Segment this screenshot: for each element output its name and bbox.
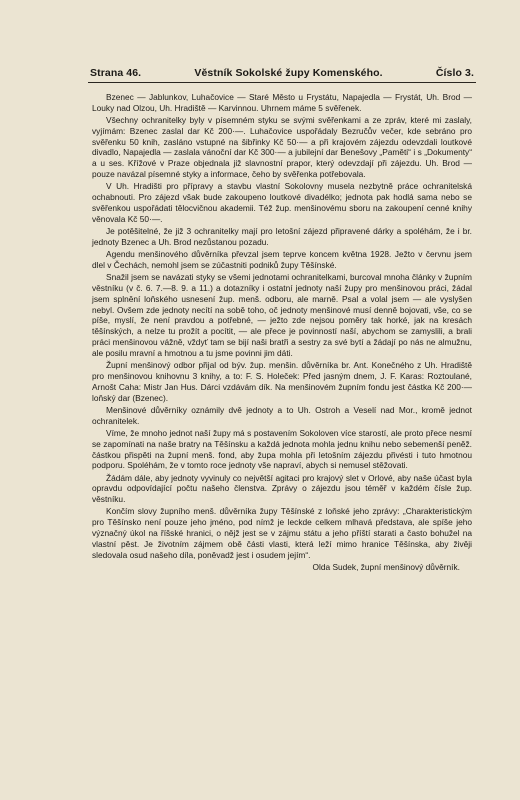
paragraph: Končím slovy župního menš. důvěrníka župy Těšínské z loňské jeho zprávy: „Charakteristickým pro Těšínsko není pouze jeho jméno, pod nímž je leckde celkem mlhavá představa, ale spíše jeho význačný úkol na říšské hranici, o nějž jest se v zájmu státu a jeho příští starati a často bohužel na vlastní pěst. Je životním zájmem obě části vlasti, která leží mimo hranice Těšínska, aby živěji sledovala osud našeho díla, poněvadž jest i osudem jejím“.	[92, 506, 472, 560]
paragraph: Agendu menšinového důvěrníka převzal jsem teprve koncem května 1928. Ježto v červnu jsem dlel v Čechách, nemohl jsem se zúčastniti podniků župy Těšínské.	[92, 249, 472, 270]
paragraph: Menšinové důvěrníky oznámily dvě jednoty a to Uh. Ostroh a Veselí nad Mor., kromě jednot ochranitelek.	[92, 404, 472, 426]
journal-title: Věstník Sokolské župy Komenského.	[194, 67, 383, 79]
paragraph: Žádám dále, aby jednoty vyvinuly co největší agitaci pro krajový slet v Orlové, aby naše účast byla opravdu odpovídající počtu našeho členstva. Zprávy o zájezdu jsou téměř v každém čísle žup. věstníku.	[92, 472, 472, 505]
paragraph: Je potěšitelné, že již 3 ochranitelky mají pro letošní zájezd připravené dárky a spoléhám, že i br. jednoty Bzenec a Uh. Brod nezůstanou pozadu.	[92, 226, 472, 247]
paragraph: Všechny ochranitelky byly v písemném styku se svými svěřenkami a ze zpráv, které mi zaslaly, vyjímám: Bzenec zaslal dar Kč 200·—. Luhačovice uspořádaly Bezručův večer, kde sebráno pro svěřenku 50 knih, zasláno vstupné na šibřinky Kč 50·— a při krajovém zájezdu odevzdali loutkové divadlo, Napajedla — zaslala vánoční dar Kč 300·— a jubilejní dar Benešovy „Paměti“ i s „Dokumenty“ a u ses. Křížové v Praze objednala již slavnostní prapor, který odevzdají při zájezdu. Uh. Brod — pouze navázal písemné styky a informace, čeho by svěřenka potřebovala.	[92, 115, 472, 180]
page-number: Strana 46.	[90, 67, 142, 79]
paragraph: Bzenec — Jablunkov, Luhačovice — Staré Město u Frystátu, Napajedla — Frystát, Uh. Brod — Louky nad Olzou, Uh. Hradiště — Karvinnou. Uhrnem máme 5 svěřenek.	[92, 92, 472, 113]
paragraph: Snažil jsem se navázati styky se všemi jednotami ochranitelkami, burcoval mnoha články v župním věstníku (v č. 6. 7.—8. 9. a 11.) a dotazníky i ostatní jednoty naší župy pro menšinovou práci, žádal jsem splnění loňského usnesení žup. menš. odboru, ale marně. Psal a volal jsem — ale vyslyšen nebyl. Ovšem zde jednoty necítí na sobě toho, oč jednoty menšinové musí denně bojovati, vše, co se píše, myslí, že není pravdou a potřebné, — ježto zde nejsou poměry tak horké, jak na kresách těšínských, a nelze tu prožít a pocítit, — ale přece je povinností naší, abychom se zamyslili, a brali práci menšinovou vážně, vždyť tam se bijí naši bratři a sestry za své bytí a žádají po nás ne almužnu, ale posilu mravní a hmotnou a tu jsme povinni jim dáti.	[92, 272, 472, 358]
issue-number: Číslo 3.	[435, 67, 474, 79]
header-rule	[88, 82, 476, 83]
paragraph: V Uh. Hradišti pro přípravy a stavbu vlastní Sokolovny musela nezbytně práce ochranitelská ochabnouti. Pro zájezd však bude zakoupeno loutkové divadélko; jednota pak hodlá sama nebo se svěřenkou uspořádati tělocvičnou akademii. Též žup. menšinovému sboru na zakoupení cenné knihy věnovala Kč 50·—.	[92, 181, 472, 224]
paragraph: Víme, že mnoho jednot naší župy má s postavením Sokoloven více starostí, ale proto přece nesmí se zapomínati na naše bratry na Těšínsku a každá jednota mohla jednu knihu nebo sebemenší peněž. částkou přispěti na župní menš. fond, aby župa mohla při letošním zájezdu přivésti i tuto hmotnou podporu. Spoléhám, že v tomto roce jednoty vše napraví, abych si nemusel stěžovati.	[92, 427, 472, 471]
signature: Olda Sudek, župní menšinový důvěrník.	[312, 562, 460, 573]
paragraph: Župní menšinový odbor přijal od býv. žup. menšin. důvěrníka br. Ant. Konečného z Uh. Hradiště pro menšinovou knihovnu 3 knihy, a to: F. S. Holeček: Před jasným dnem, J. F. Karas: Roztoulané, Arnošt Caha: Mistr Jan Hus. Dárci vzdávám dík. Na menšinovém župním fondu jest částka Kč 200·— loňský dar (Bzenec).	[92, 360, 472, 403]
article-body	[92, 92, 472, 575]
page-header	[90, 67, 474, 79]
